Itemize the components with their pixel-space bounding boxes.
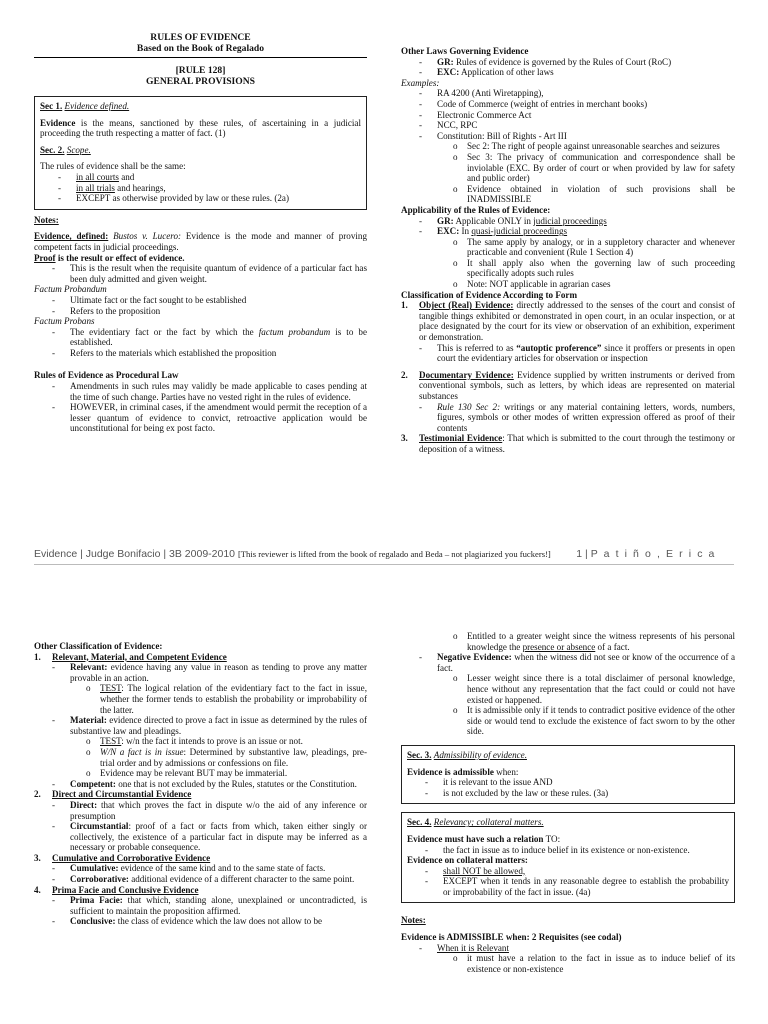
list-item: - Amendments in such rules may validly be made applicable to cases pending at the time of such change. Parties have no vested right in the rules of evidence. <box>52 381 367 402</box>
list-item: - the fact in issue as to induce belief in its existence or non-existence. <box>425 844 690 855</box>
sec1-title: Evidence defined. <box>64 101 130 111</box>
list-item: 2. Documentary Evidence: Evidence supplied by written instruments or derived from conventional symbols, such as letters, by which ideas are represented on material substances <box>401 369 735 401</box>
codal-box <box>34 96 367 210</box>
list-item: o It is admissible only if it tends to contradict positive evidence of the other side or would tend to exclude the existence of fact sworn to by the other side. <box>453 705 735 737</box>
list-item: - it is relevant to the issue AND <box>425 777 553 788</box>
list-item: 4. Prima Facie and Conclusive Evidence <box>34 884 199 895</box>
sec1-term: Evidence <box>40 117 76 128</box>
page1-left-column: RULES OF EVIDENCE Based on the Book of Regalado [RULE 128] GENERAL PROVISIONS Sec 1. Evidence defined. Evidence is the means, sanctioned by these rules, of ascertaining in a judicial proceeding the truth respecting a matter of fact. (1) Sec. 2. Scope. The rules of evidence shall be the same: - in all courts and - in all trials and hearings, - EXCEPT as otherwise provided by law or these rules. (2a) Notes: Evidence, defined: Bustos v. Lucero: Evidence is the mode and manner of proving competent facts in judicial proceedings. Proof is the result or effect of evidence. - This is the result when the requisite quantum of evidence of a particular fact has been duly admitted and given weight. Factum Probandum - Ultimate fact or the fact sought to be established - Refers to the proposition Factum Probans - The evidentiary fact or the fact by which the factum probandum is to be established. - Refers to the materials which established the proposition Rules of Evidence as Procedural Law - Amendments in such rules may validly be made applicable to cases pending at the time of such change. Parties have no vested right in the rules of evidence. - HOWEVER, in criminal cases, if the amendment would permit the reception of a lesser quantum of evidence to convict, retroactive application would be unconstitutional for being ex post facto. <box>34 32 367 434</box>
list-item: 3. Testimonial Evidence: That which is submitted to the court through the testimony or deposition of a witness. <box>401 433 735 454</box>
list-item: - Refers to the proposition <box>52 305 161 316</box>
list-item: o W/N a fact is in issue: Determined by substantive law, pleadings, pre-trial order and by admissions or confessions on file. <box>86 746 367 768</box>
list-item: - EXC: In quasi-judicial proceedings <box>419 226 568 237</box>
list-item: - When it is Relevant <box>419 942 509 953</box>
sec4-box: Sec. 4. Relevancy; collateral matters. Evidence must have such a relation TO: - the fact in issue as to induce belief in its existence or non-existence. Evidence on collateral matters: - shall NOT be allowed, - EXCEPT when it tends in any reasonable degree to establish the probability or improbability of the fact in issue. (4a) <box>401 812 735 903</box>
list-item: 2. Direct and Circumstantial Evidence <box>34 789 192 800</box>
factum-probandum-head: Factum Probandum <box>34 284 107 295</box>
list-item: o TEST: w/n the fact it intends to prove is an issue or not. <box>86 736 303 747</box>
page-two <box>0 575 768 1024</box>
sec2-label: Sec. 2. <box>40 144 65 155</box>
list-item: o Lesser weight since there is a total disclaimer of personal knowledge, hence without any representation that the fact could or could not have existed or happened. <box>453 673 735 705</box>
page1-right-column <box>401 46 735 455</box>
list-item: o Note: NOT applicable in agrarian cases <box>453 279 611 290</box>
classification-head: Classification of Evidence According to Form <box>401 289 578 300</box>
rule-number: [RULE 128] <box>175 65 226 76</box>
list-item: - Direct: that which proves the fact in dispute w/o the aid of any inference or presumption <box>52 799 367 821</box>
list-item: - The evidentiary fact or the fact by which the factum probandum is to be established. <box>52 326 367 348</box>
page-gap <box>0 575 768 620</box>
list-item: - is not excluded by the law or these rules. (3a) <box>425 787 609 798</box>
notes-label-2: Notes: <box>401 915 426 926</box>
footer-course: Evidence | Judge Bonifacio | 3B 2009-2010 <box>34 548 238 560</box>
sec1-label: Sec 1. <box>40 101 63 111</box>
list-item: 1. Relevant, Material, and Competent Evidence <box>34 651 227 662</box>
factum-probans-head: Factum Probans <box>34 316 95 327</box>
list-item: 1. Object (Real) Evidence: directly addressed to the senses of the court and consist of tangible things exhibited or demonstrated in open court, in an ocular inspection, or at place designated by the court for its view or observation of an exhibition, experiment or demonstration. <box>401 300 735 343</box>
list-item: - Code of Commerce (weight of entries in merchant books) <box>419 98 648 109</box>
proof-line: Proof is the result or effect of evidence. <box>34 252 185 263</box>
page-footer <box>34 548 734 565</box>
list-item: - EXCEPT when it tends in any reasonable degree to establish the probability or improbability of the fact in issue. (4a) <box>425 876 729 897</box>
list-item: - Prima Facie: that which, standing alone, unexplained or uncontradicted, is sufficient to maintain the proposition affirmed. <box>52 895 367 916</box>
list-item: - Corroborative: additional evidence of a different character to the same point. <box>52 874 355 885</box>
list-item: - Relevant: evidence having any value in reason as tending to prove any matter provable in an action. <box>52 662 367 683</box>
document-subtitle: Based on the Book of Regalado <box>136 43 265 54</box>
list-item: - EXC: Application of other laws <box>419 67 554 78</box>
list-item: - Material: evidence directed to prove a fact in issue as determined by the rules of substantive law and pleadings. <box>52 715 367 736</box>
list-item: - Refers to the materials which established the proposition <box>52 347 277 358</box>
other-classification-head: Other Classification of Evidence: <box>34 641 163 651</box>
examples-label: Examples: <box>401 77 440 88</box>
list-item: - Competent: one that is not excluded by the Rules, statutes or the Constitution. <box>52 778 357 789</box>
list-item: - This is referred to as “autoptic proference” since it proffers or presents in open court the evidentiary articles for observation or inspection <box>419 342 735 364</box>
list-item: - HOWEVER, in criminal cases, if the amendment would permit the reception of a lesser quantum of evidence to convict, retroactive application would be unconstitutional for being ex post facto. <box>52 402 367 434</box>
list-item: o TEST: The logical relation of the evidentiary fact to the fact in issue, whether the former tends to establish the probability or improbability of the latter. <box>86 683 367 715</box>
other-laws-head: Other Laws Governing Evidence <box>401 46 529 56</box>
list-item: - EXCEPT as otherwise provided by law or these rules. (2a) <box>58 193 289 204</box>
sec3-box: Sec. 3. Admissibility of evidence. Evidence is admissible when: - it is relevant to the issue AND - is not excluded by the law or these rules. (3a) <box>401 745 735 804</box>
applicability-head: Applicability of the Rules of Evidence: <box>401 204 551 215</box>
list-item: o Evidence obtained in violation of such provisions shall be INADMISSIBLE <box>453 183 735 205</box>
list-item: - NCC, RPC <box>419 120 478 131</box>
list-item: - GR: Rules of evidence is governed by the Rules of Court (RoC) <box>419 56 672 67</box>
procedural-law-head: Rules of Evidence as Procedural Law <box>34 370 179 381</box>
page2-right-column <box>401 631 735 974</box>
notes-label: Notes: <box>34 214 59 225</box>
list-item: 3. Cumulative and Corroborative Evidence <box>34 852 211 863</box>
sec2-title: Scope. <box>66 144 91 155</box>
list-item: - Electronic Commerce Act <box>419 109 532 120</box>
list-item: - GR: Applicable ONLY in judicial proceedings <box>419 215 607 226</box>
list-item: - Ultimate fact or the fact sought to be established <box>52 294 247 305</box>
list-item: o it must have a relation to the fact in issue as to induce belief of its existence or non-existence <box>453 953 735 974</box>
page2-left-column <box>34 641 367 927</box>
footer-page-author: 1 | P a t i ñ o , E r i c a <box>576 548 716 560</box>
list-item: o Evidence may be relevant BUT may be immaterial. <box>86 768 288 779</box>
list-item: - in all courts and <box>58 171 135 182</box>
list-item: - RA 4200 (Anti Wiretapping), <box>419 88 544 99</box>
sec1-text: is the means, sanctioned by these rules, of ascertaining in a judicial proceeding the truth respecting a matter of fact. (1) <box>40 117 361 139</box>
list-item: - Constitution: Bill of Rights - Art III <box>419 130 567 141</box>
title-divider <box>34 57 367 58</box>
document-title: RULES OF EVIDENCE <box>150 32 251 43</box>
rule-name: GENERAL PROVISIONS <box>145 76 256 87</box>
list-item: o Entitled to a greater weight since the witness represents of his personal knowledge the presence or absence of a fact. <box>453 631 735 652</box>
list-item: o It shall apply also when the governing law of such proceeding specifically adopts such rules <box>453 257 735 279</box>
list-item: - Rule 130 Sec 2: writings or any material containing letters, words, numbers, figures, symbols or other modes of written expression offered as proof of their contents <box>419 401 735 433</box>
list-item: - shall NOT be allowed, <box>425 865 526 876</box>
footer-note: [This reviewer is lifted from the book of regalado and Beda – not plagiarized you fuckers!] <box>237 549 551 559</box>
list-item: - This is the result when the requisite quantum of evidence of a particular fact has been duly admitted and given weight. <box>52 263 367 284</box>
list-item: - Negative Evidence: when the witness did not see or know of the occurrence of a fact. <box>419 652 736 673</box>
list-item: - Circumstantial: proof of a fact or facts from which, taken either singly or collectively, the existence of a particular fact in dispute may be inferred as a necessary or probable consequence. <box>52 821 367 853</box>
list-item: - Conclusive: the class of evidence which the law does not allow to be <box>52 916 323 927</box>
admissible-head: Evidence is ADMISSIBLE when: 2 Requisites (see codal) <box>401 932 622 943</box>
list-item: - in all trials and hearings, <box>58 182 166 193</box>
list-item: o The same apply by analogy, or in a suppletory character and whenever practicable and convenient (Rule 1 Section 4) <box>453 236 735 258</box>
list-item: - Cumulative: evidence of the same kind and to the same state of facts. <box>52 863 326 874</box>
list-item: o Sec 3: The privacy of communication and correspondence shall be inviolable (EXC. By order of court or when provided by law for safety and public order) <box>453 151 735 184</box>
sec2-intro: The rules of evidence shall be the same: <box>40 161 186 172</box>
list-item: o Sec 2: The right of people against unreasonable searches and seizures <box>453 141 720 152</box>
